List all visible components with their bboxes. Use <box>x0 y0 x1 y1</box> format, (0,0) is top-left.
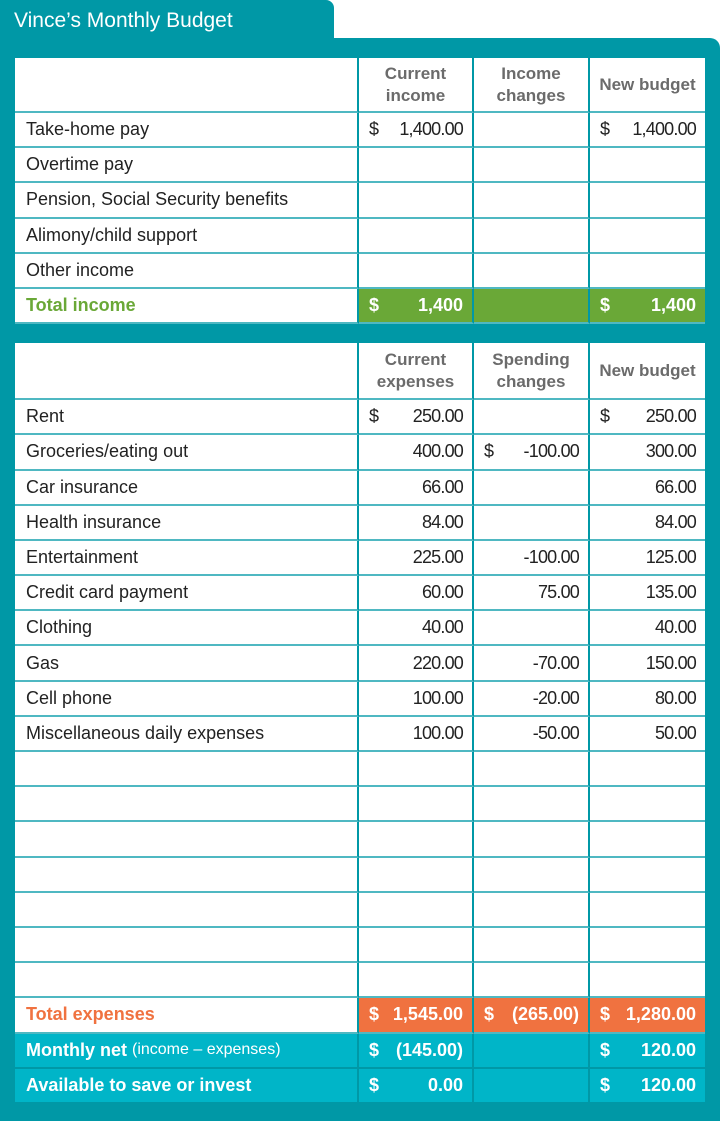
new-cell[interactable] <box>590 611 705 646</box>
current-cell[interactable] <box>359 400 474 435</box>
row-label[interactable] <box>15 1034 359 1069</box>
row-label[interactable] <box>15 506 359 541</box>
current-cell[interactable] <box>359 506 474 541</box>
amount: 300.00 <box>645 441 696 462</box>
label-text: Pension, Social Security benefits <box>26 189 289 210</box>
row-label[interactable] <box>15 435 359 470</box>
amount: 135.00 <box>645 582 696 603</box>
new-cell[interactable] <box>590 183 705 218</box>
total-expenses-change <box>474 998 590 1033</box>
new-cell[interactable] <box>590 787 705 822</box>
current-cell[interactable] <box>359 148 474 183</box>
header-blank <box>15 58 359 113</box>
label-text: Cell phone <box>26 687 113 708</box>
change-cell[interactable] <box>474 435 590 470</box>
row-label[interactable] <box>15 787 359 822</box>
currency-symbol: $ <box>369 1074 380 1095</box>
income-row <box>15 113 705 148</box>
amount: 60.00 <box>421 582 463 603</box>
current-cell[interactable] <box>359 611 474 646</box>
expense-row <box>15 963 705 998</box>
amount: 1,400.00 <box>399 119 463 140</box>
amount: 1,545.00 <box>392 1004 463 1025</box>
expense-row <box>15 400 705 435</box>
label-text: Miscellaneous daily expenses <box>26 722 265 743</box>
income-row <box>15 183 705 218</box>
row-label[interactable] <box>15 646 359 681</box>
change-cell[interactable] <box>474 963 590 998</box>
expenses-header-row <box>15 343 705 400</box>
income-header-row <box>15 58 705 113</box>
amount: -100.00 <box>523 546 579 567</box>
change-cell[interactable] <box>474 219 590 254</box>
amount: -70.00 <box>532 652 579 673</box>
amount: 1,400.00 <box>632 119 696 140</box>
currency-symbol: $ <box>369 295 380 316</box>
new-cell[interactable] <box>590 576 705 611</box>
row-label[interactable] <box>15 717 359 752</box>
change-cell[interactable] <box>474 787 590 822</box>
total-income-change <box>474 289 590 324</box>
change-cell[interactable] <box>474 183 590 218</box>
row-label[interactable] <box>15 219 359 254</box>
amount: 220.00 <box>412 652 463 673</box>
total-expenses-label: Total expenses <box>15 998 359 1033</box>
row-label[interactable] <box>15 541 359 576</box>
label-text: Overtime pay <box>26 154 134 175</box>
total-income-label: Total income <box>15 289 359 324</box>
change-cell[interactable] <box>474 893 590 928</box>
amount: 40.00 <box>654 617 696 638</box>
new-cell[interactable] <box>590 506 705 541</box>
amount: 0.00 <box>427 1074 463 1095</box>
amount: (145.00) <box>395 1039 463 1060</box>
currency-symbol: $ <box>484 1004 495 1025</box>
total-expenses-current <box>359 998 474 1033</box>
change-cell[interactable] <box>474 1069 590 1104</box>
header-current-income: Current income <box>359 58 474 113</box>
current-cell[interactable] <box>359 858 474 893</box>
amount: 250.00 <box>412 406 463 427</box>
new-cell[interactable] <box>590 148 705 183</box>
current-cell[interactable] <box>359 219 474 254</box>
new-cell[interactable] <box>590 682 705 717</box>
amount: 120.00 <box>640 1074 696 1095</box>
current-cell[interactable] <box>359 682 474 717</box>
total-income-current <box>359 289 474 324</box>
currency-symbol: $ <box>600 119 610 140</box>
current-cell[interactable] <box>359 254 474 289</box>
change-cell[interactable] <box>474 541 590 576</box>
label-text: Car insurance <box>26 476 139 497</box>
currency-symbol: $ <box>369 1039 380 1060</box>
amount: 100.00 <box>412 722 463 743</box>
new-cell[interactable] <box>590 717 705 752</box>
current-cell[interactable] <box>359 963 474 998</box>
expense-row <box>15 576 705 611</box>
amount: 1,400 <box>417 295 463 316</box>
new-cell[interactable] <box>590 1069 705 1104</box>
header-new-budget: New budget <box>590 58 705 113</box>
row-label[interactable] <box>15 471 359 506</box>
currency-symbol: $ <box>600 1004 611 1025</box>
expense-row <box>15 541 705 576</box>
label-text: Available to save or invest <box>26 1074 252 1095</box>
row-label[interactable] <box>15 682 359 717</box>
current-cell[interactable] <box>359 752 474 787</box>
header-current-expenses: Current expenses <box>359 343 474 400</box>
new-cell[interactable] <box>590 646 705 681</box>
currency-symbol: $ <box>369 119 379 140</box>
amount: 120.00 <box>640 1039 696 1060</box>
row-label[interactable] <box>15 148 359 183</box>
change-cell[interactable] <box>474 148 590 183</box>
row-label[interactable] <box>15 576 359 611</box>
amount: 150.00 <box>645 652 696 673</box>
label-text: Gas <box>26 652 60 673</box>
new-cell[interactable] <box>590 752 705 787</box>
amount: -20.00 <box>532 687 579 708</box>
total-income-new <box>590 289 705 324</box>
current-cell[interactable] <box>359 1069 474 1104</box>
expense-row <box>15 787 705 822</box>
current-cell[interactable] <box>359 646 474 681</box>
page-title: Vince’s Monthly Budget <box>14 9 233 32</box>
new-cell[interactable] <box>590 254 705 289</box>
change-cell[interactable] <box>474 506 590 541</box>
amount: 66.00 <box>654 476 696 497</box>
amount: 84.00 <box>421 511 463 532</box>
change-cell[interactable] <box>474 576 590 611</box>
expense-row <box>15 646 705 681</box>
current-cell[interactable] <box>359 576 474 611</box>
current-cell[interactable] <box>359 893 474 928</box>
amount: 40.00 <box>421 617 463 638</box>
currency-symbol: $ <box>369 1004 380 1025</box>
label-text: Clothing <box>26 617 93 638</box>
expense-row <box>15 928 705 963</box>
income-row <box>15 219 705 254</box>
amount: 66.00 <box>421 476 463 497</box>
expense-row <box>15 717 705 752</box>
new-cell[interactable] <box>590 963 705 998</box>
current-cell[interactable] <box>359 822 474 857</box>
row-label[interactable] <box>15 963 359 998</box>
row-label[interactable] <box>15 752 359 787</box>
current-cell[interactable] <box>359 113 474 148</box>
current-cell[interactable] <box>359 471 474 506</box>
row-label[interactable] <box>15 928 359 963</box>
expense-row <box>15 752 705 787</box>
currency-symbol: $ <box>600 406 610 427</box>
change-cell[interactable] <box>474 113 590 148</box>
new-cell[interactable] <box>590 822 705 857</box>
amount: 75.00 <box>537 582 579 603</box>
current-cell[interactable] <box>359 1034 474 1069</box>
change-cell[interactable] <box>474 646 590 681</box>
expense-row <box>15 435 705 470</box>
expense-row <box>15 506 705 541</box>
new-cell[interactable] <box>590 471 705 506</box>
label-text: Rent <box>26 406 65 427</box>
row-label[interactable] <box>15 183 359 218</box>
change-cell[interactable] <box>474 400 590 435</box>
current-cell[interactable] <box>359 928 474 963</box>
row-label[interactable] <box>15 254 359 289</box>
row-label[interactable] <box>15 858 359 893</box>
amount: 100.00 <box>412 687 463 708</box>
header-new-budget: New budget <box>590 343 705 400</box>
change-cell[interactable] <box>474 822 590 857</box>
new-cell[interactable] <box>590 113 705 148</box>
label-text: Monthly net <box>26 1039 127 1060</box>
amount: 225.00 <box>412 546 463 567</box>
new-cell[interactable] <box>590 435 705 470</box>
change-cell[interactable] <box>474 254 590 289</box>
currency-symbol: $ <box>600 295 611 316</box>
row-label[interactable] <box>15 893 359 928</box>
currency-symbol: $ <box>369 406 379 427</box>
change-cell[interactable] <box>474 611 590 646</box>
summary-row <box>15 1069 705 1104</box>
row-label[interactable] <box>15 611 359 646</box>
amount: 1,280.00 <box>625 1004 696 1025</box>
currency-symbol: $ <box>484 441 494 462</box>
change-cell[interactable] <box>474 752 590 787</box>
label-text: Credit card payment <box>26 582 189 603</box>
expense-row <box>15 682 705 717</box>
expense-row <box>15 471 705 506</box>
change-cell[interactable] <box>474 471 590 506</box>
expense-row <box>15 858 705 893</box>
current-cell[interactable] <box>359 717 474 752</box>
amount: 80.00 <box>654 687 696 708</box>
budget-table <box>15 58 705 1104</box>
new-cell[interactable] <box>590 400 705 435</box>
header-blank <box>15 343 359 400</box>
header-spending-changes: Spending changes <box>474 343 590 400</box>
new-cell[interactable] <box>590 541 705 576</box>
new-cell[interactable] <box>590 1034 705 1069</box>
current-cell[interactable] <box>359 183 474 218</box>
section-divider <box>15 324 705 343</box>
label-text: Entertainment <box>26 546 139 567</box>
change-cell[interactable] <box>474 682 590 717</box>
expense-row <box>15 893 705 928</box>
amount: 84.00 <box>654 511 696 532</box>
amount: -100.00 <box>523 441 579 462</box>
header-income-changes: Income changes <box>474 58 590 113</box>
total-income-row <box>15 289 705 324</box>
change-cell[interactable] <box>474 928 590 963</box>
expense-row <box>15 611 705 646</box>
label-text: Alimony/child support <box>26 224 198 245</box>
new-cell[interactable] <box>590 858 705 893</box>
label-text: Other income <box>26 259 135 280</box>
label-text: Groceries/eating out <box>26 441 189 462</box>
income-row <box>15 254 705 289</box>
row-label[interactable] <box>15 400 359 435</box>
label-text: Health insurance <box>26 511 162 532</box>
total-expenses-row <box>15 998 705 1033</box>
change-cell[interactable] <box>474 858 590 893</box>
change-cell[interactable] <box>474 1034 590 1069</box>
new-cell[interactable] <box>590 219 705 254</box>
row-label[interactable] <box>15 1069 359 1104</box>
amount: 400.00 <box>412 441 463 462</box>
amount: (265.00) <box>511 1004 579 1025</box>
total-expenses-new <box>590 998 705 1033</box>
current-cell[interactable] <box>359 435 474 470</box>
expense-row <box>15 822 705 857</box>
current-cell[interactable] <box>359 787 474 822</box>
new-cell[interactable] <box>590 893 705 928</box>
new-cell[interactable] <box>590 928 705 963</box>
change-cell[interactable] <box>474 717 590 752</box>
amount: 125.00 <box>645 546 696 567</box>
currency-symbol: $ <box>600 1074 611 1095</box>
income-row <box>15 148 705 183</box>
row-label[interactable] <box>15 113 359 148</box>
amount: -50.00 <box>532 722 579 743</box>
label-text: Take-home pay <box>26 119 150 140</box>
currency-symbol: $ <box>600 1039 611 1060</box>
current-cell[interactable] <box>359 541 474 576</box>
summary-row <box>15 1034 705 1069</box>
amount: 50.00 <box>654 722 696 743</box>
sublabel-text: (income – expenses) <box>132 1041 281 1059</box>
amount: 1,400 <box>650 295 696 316</box>
amount: 250.00 <box>645 406 696 427</box>
row-label[interactable] <box>15 822 359 857</box>
